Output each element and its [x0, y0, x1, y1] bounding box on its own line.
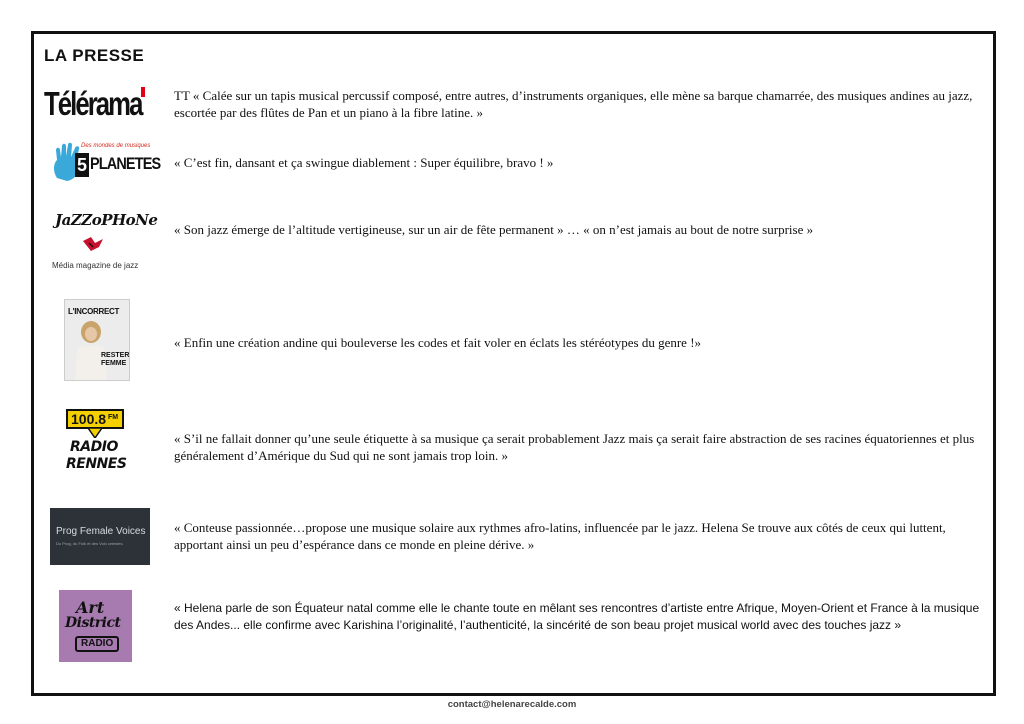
footer-contact-email[interactable]: contact@helenarecalde.com — [447, 699, 577, 710]
prog-female-voices-tagline: Du Prog, du Folk et des Voix celestes. — [56, 541, 124, 546]
prog-female-voices-title: Prog Female Voices — [56, 526, 146, 537]
lincorrect-masthead: L'INCORRECT — [68, 307, 120, 316]
bird-icon — [81, 235, 105, 253]
5-planetes-number: 5 — [76, 155, 87, 175]
art-district-line2: District — [65, 615, 121, 631]
5-planetes-title: PLANETES — [90, 154, 161, 173]
lincorrect-magazine-cover — [64, 299, 130, 381]
radio-rennes-logo — [66, 409, 128, 479]
5-planetes-logo — [51, 142, 161, 182]
radio-rennes-fm: FM — [108, 414, 119, 421]
review-quote-telerama: TT « Calée sur un tapis musical percussif composé, entre autres, d’instruments organiques, elle mène sa barque chamarrée, des musiques andines au jazz, escortée par des flûtes de Pan et un piano à la fibre latine. » — [174, 88, 973, 120]
telerama-accent-mark — [141, 87, 145, 97]
prog-female-voices-logo — [50, 508, 150, 565]
speech-pointer-icon — [88, 428, 102, 438]
review-quote-art-district-radio: « Helena parle de son Équateur natal comme elle le chante toute en mêlant ses rencontres d’artiste entre Afrique, Moyen-Orient et France à la musique des Andes... elle confirme avec Karishina l’originalité, l’authenticité, la sincérité de son beau projet musical world avec des touches jazz » — [174, 601, 980, 632]
page-frame — [31, 31, 996, 696]
art-district-radio-logo — [59, 590, 132, 662]
jazzophone-caption: Média magazine de jazz — [52, 261, 139, 270]
telerama-logo-text: Télérama — [44, 85, 142, 122]
review-quote-jazzophone: « Son jazz émerge de l’altitude vertigineuse, sur un air de fête permanent » … « on n’est jamais au bout de notre surprise » — [174, 222, 814, 237]
review-quote-5-planetes: « C’est fin, dansant et ça swingue diablement : Super équilibre, bravo ! » — [174, 155, 554, 170]
radio-rennes-line1: RADIO — [70, 439, 118, 455]
review-quote-prog-female-voices: « Conteuse passionnée…propose une musique solaire aux rythmes afro-latins, influencée par le jazz. Helena Se trouve aux côtés de ceux qui luttent, apportant ainsi un peu d’espérance dans ce monde en pleine dérive. » — [174, 520, 946, 552]
cover-headline: RESTER FEMME — [101, 352, 130, 367]
radio-rennes-line2: RENNES — [66, 456, 127, 472]
radio-rennes-frequency: 100.8 — [71, 411, 107, 427]
radio-rennes-frequency-box — [66, 409, 124, 429]
jazzophone-logo — [55, 211, 158, 253]
jazzophone-logo-text: JaZZoPHoNe — [55, 211, 158, 229]
review-quote-lincorrect: « Enfin une création andine qui bouleverse les codes et fait voler en éclats les stéréotypes du genre !» — [174, 335, 702, 350]
5-planetes-tagline: Des mondes de musiques — [81, 143, 151, 149]
review-quote-radio-rennes: « S’il ne fallait donner qu’une seule étiquette à sa musique ça serait probablement Jazz mais ça serait faire abstraction de ses racines équatoriennes et plus généralement d’Amérique du Sud qui ne sont jamais trop loin. » — [174, 431, 975, 463]
art-district-line1: Art — [76, 598, 105, 617]
cover-person-image — [65, 318, 129, 381]
section-title: LA PRESSE — [44, 46, 145, 65]
art-district-line3: RADIO — [75, 636, 119, 652]
telerama-logo — [44, 84, 148, 124]
